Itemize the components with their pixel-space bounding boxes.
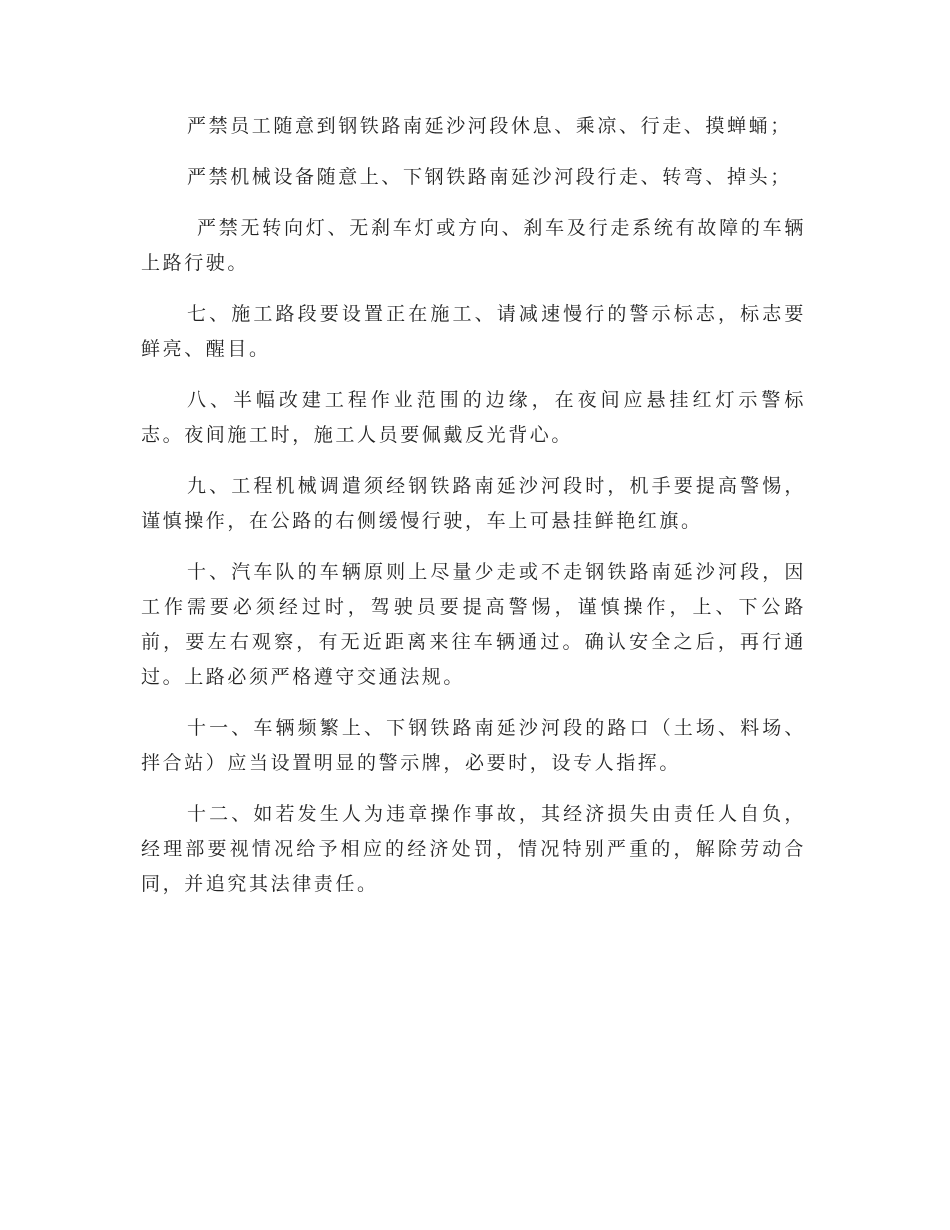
paragraph-rule-vehicles: 严禁无转向灯、无刹车灯或方向、刹车及行走系统有故障的车辆上路行驶。 bbox=[141, 217, 806, 274]
paragraph-item-10: 十、汽车队的车辆原则上尽量少走或不走钢铁路南延沙河段，因工作需要必须经过时，驾驶员要提高警惕，谨慎操作，上、下公路前，要左右观察，有无近距离来往车辆通过。确认安全之后，再行通过。上路必须严格遵守交通法规。 bbox=[141, 561, 806, 688]
paragraph-item-11: 十一、车辆频繁上、下钢铁路南延沙河段的路口（土场、料场、拌合站）应当设置明显的警示牌，必要时，设专人指挥。 bbox=[141, 717, 806, 774]
paragraph-item-9: 九、工程机械调遣须经钢铁路南延沙河段时，机手要提高警惕，谨慎操作，在公路的右侧缓慢行驶，车上可悬挂鲜艳红旗。 bbox=[141, 475, 806, 532]
paragraph-rule-staff: 严禁员工随意到钢铁路南延沙河段休息、乘凉、行走、摸蝉蛹； bbox=[187, 115, 792, 137]
document-body bbox=[141, 109, 806, 918]
paragraph-item-8: 八、半幅改建工程作业范围的边缘，在夜间应悬挂红灯示警标志。夜间施工时，施工人员要佩戴反光背心。 bbox=[141, 389, 806, 446]
paragraph-item-7: 七、施工路段要设置正在施工、请减速慢行的警示标志，标志要鲜亮、醒目。 bbox=[141, 303, 806, 360]
paragraph-item-12: 十二、如若发生人为违章操作事故，其经济损失由责任人自负，经理部要视情况给予相应的经济处罚，情况特别严重的，解除劳动合同，并追究其法律责任。 bbox=[141, 803, 806, 895]
paragraph-rule-machinery: 严禁机械设备随意上、下钢铁路南延沙河段行走、转弯、掉头； bbox=[187, 166, 792, 188]
